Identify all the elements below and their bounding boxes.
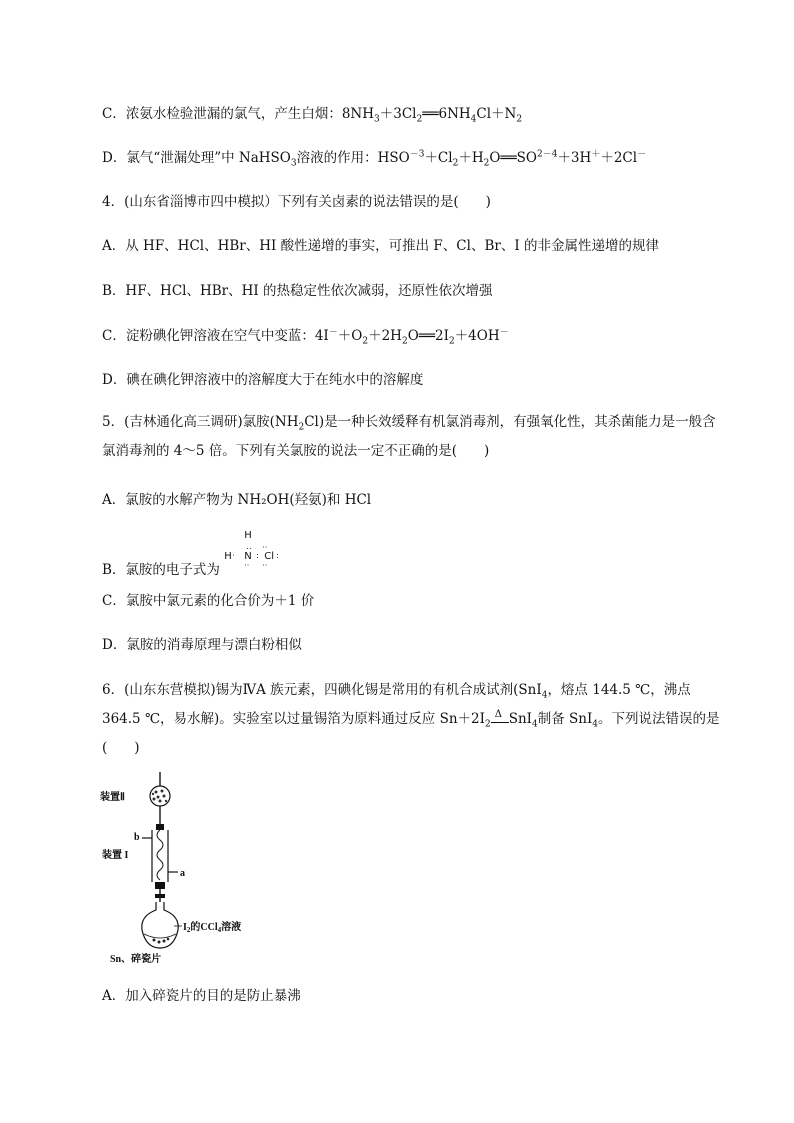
condenser-coil bbox=[157, 830, 163, 880]
q5-option-d: D．氯胺的消毒原理与漂白粉相似 bbox=[102, 637, 302, 653]
q4-option-b: B．HF、HCl、HBr、HI 的热稳定性依次减弱，还原性依次增强 bbox=[102, 283, 493, 299]
q4-option-d: D．碘在碘化钾溶液中的溶解度大于在纯水中的溶解度 bbox=[102, 372, 424, 388]
q4-option-c: C．淀粉碘化钾溶液在空气中变蓝：$4I^-+O_2+2H_2O══2I_2+4OH^-$ bbox=[102, 327, 509, 347]
heat-arrow: Δ bbox=[491, 713, 509, 723]
q4-option-a: A．从 HF、HCl、HBr、HI 酸性递增的事实，可推出 F、Cl、Br、I 的非金属性递增的规律 bbox=[102, 238, 659, 254]
q6-option-a: A．加入碎瓷片的目的是防止暴沸 bbox=[102, 988, 301, 1004]
stopper bbox=[156, 824, 164, 830]
label-sn-porcelain: Sn、碎瓷片 bbox=[110, 954, 162, 965]
label-b: b bbox=[134, 832, 140, 843]
q6-stem: 6．(山东东营模拟)锡为ⅣA 族元素，四碘化锡是常用的有机合成试剂(SnI$_4$，熔点 144.5 ℃，沸点 364.5 ℃，易水解)。实验室以过量锡箔为原料通过反应 $Sn+2I_2$ Δ SnI$_4$制备 SnI$_4$。下列说法错误的是( ) bbox=[102, 682, 720, 756]
q5-stem: 5．(吉林通化高三调研)氯胺$(NH_2Cl)$是一种长效缓释有机氯消毒剂，有强氧化性，其杀菌能力是一般含氯消毒剂的 4～5 倍。下列有关氯胺的说法一定不正确的是( ) bbox=[102, 414, 716, 459]
label-device-1: 装置 I bbox=[102, 850, 129, 861]
apparatus-diagram bbox=[96, 766, 266, 976]
label-device-2: 装置Ⅱ bbox=[100, 792, 125, 803]
q4-stem: 4．(山东省淄博市四中模拟）下列有关卤素的说法错误的是( ) bbox=[102, 194, 491, 210]
chloramine-electron-formula: H ‥ H · N : Cl ·· ·· ·· : bbox=[224, 530, 279, 570]
label-solution: $I_2$的CCl$_4$溶液 bbox=[183, 922, 242, 934]
condenser-jacket bbox=[152, 830, 168, 882]
q5-option-b: B．氯胺的电子式为 H ‥ H · N : Cl ·· ·· ·· : bbox=[102, 548, 294, 584]
q3-option-c: C．浓氨水检验泄漏的氯气，产生白烟：$8NH_3+3Cl_2══6NH_4Cl+N_2$ bbox=[102, 106, 523, 125]
drying-tube-bulb bbox=[150, 786, 170, 806]
label-a: a bbox=[180, 868, 185, 879]
q5-option-c: C．氯胺中氯元素的化合价为＋1 价 bbox=[102, 593, 315, 609]
q3-option-d: D．氯气“泄漏处理”中 NaHSO$_3$溶液的作用：$HSO^{-3}+Cl_2+H_2O══SO^{2-4}+3H^++2Cl^-$ bbox=[102, 149, 647, 169]
q5-option-a: A．氯胺的水解产物为 NH₂OH(羟氨)和 HCl bbox=[102, 492, 372, 508]
